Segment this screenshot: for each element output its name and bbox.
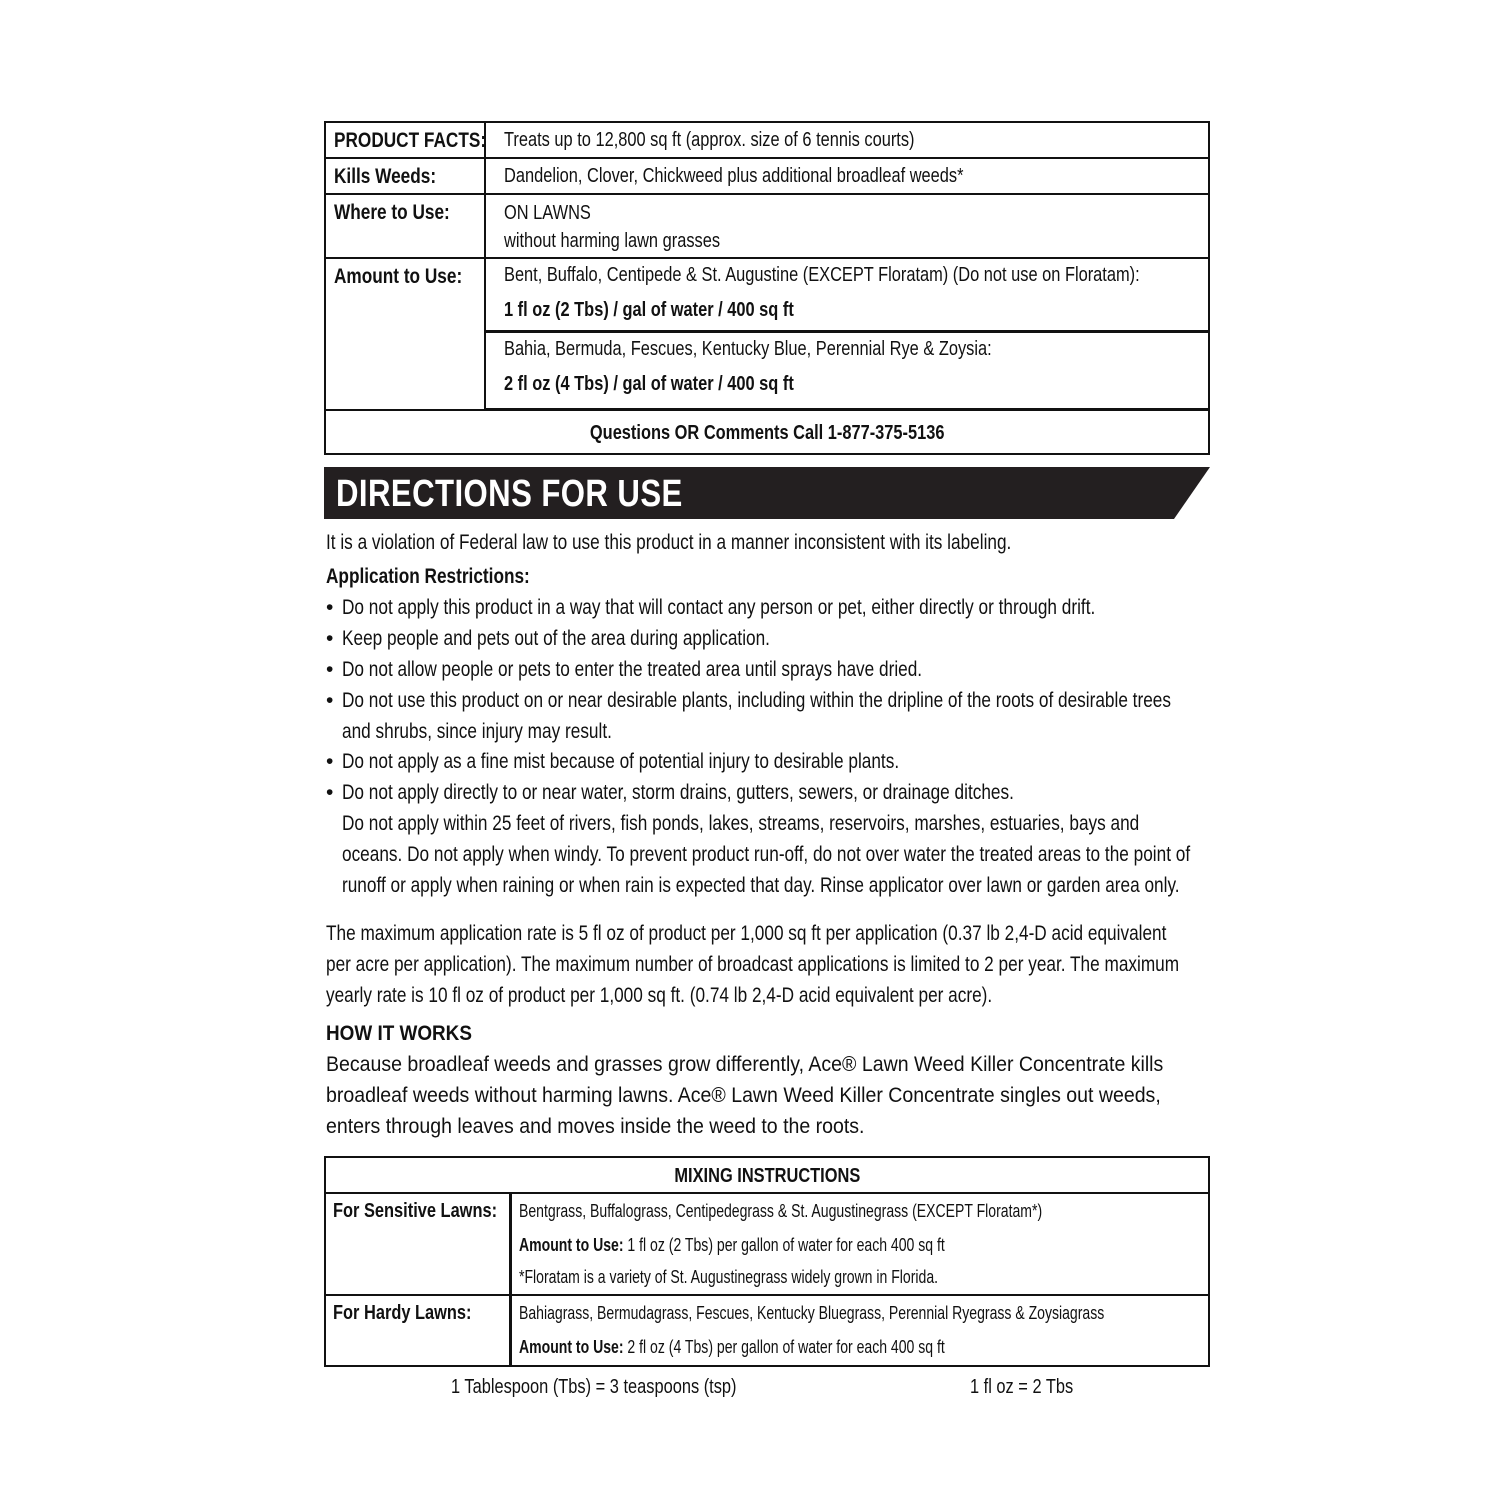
max-rate-line: yearly rate is 10 fl oz of product per 1,000 sq ft. (0.74 lb 2,4-D acid equivalent per acre). xyxy=(326,984,993,1007)
facts-amount-sensitive: Bent, Buffalo, Centipede & St. Augustine (EXCEPT Floratam) (Do not use on Floratam): 1 fl oz (2 Tbs) / gal of water / 400 sq ft xyxy=(486,259,1208,333)
mixing-label-sensitive: For Sensitive Lawns: xyxy=(326,1194,512,1294)
sensitive-grasses: Bentgrass, Buffalograss, Centipedegrass & St. Augustinegrass (EXCEPT Floratam*) xyxy=(519,1201,1043,1221)
tablespoon-conversion: 1 Tablespoon (Tbs) = 3 teaspoons (tsp) xyxy=(451,1376,737,1398)
floratam-note: *Floratam is a variety of St. Augustinegrass widely grown in Florida. xyxy=(519,1267,939,1287)
facts-value-kills: Dandelion, Clover, Chickweed plus additional broadleaf weeds* xyxy=(504,165,964,187)
mixing-instructions-table xyxy=(324,1156,1210,1367)
facts-value-product: Treats up to 12,800 sq ft (approx. size of 6 tennis courts) xyxy=(504,129,915,151)
how-it-works-line: enters through leaves and moves inside the weed to the roots. xyxy=(326,1115,865,1138)
facts-label-product: PRODUCT FACTS: xyxy=(326,123,486,157)
questions-contact: Questions OR Comments Call 1-877-375-5136 xyxy=(589,422,945,444)
facts-row-product xyxy=(326,123,1208,159)
directions-banner xyxy=(324,467,1210,519)
max-rate-line: The maximum application rate is 5 fl oz of product per 1,000 sq ft per application (0.37 lb 2,4-D acid equivalent xyxy=(326,922,1167,945)
how-it-works-heading: HOW IT WORKS xyxy=(326,1022,472,1045)
directions-heading: DIRECTIONS FOR USE xyxy=(336,473,683,515)
violation-statement: It is a violation of Federal law to use this product in a manner inconsistent with its labeling. xyxy=(326,531,1012,554)
max-rate-line: per acre per application). The maximum number of broadcast applications is limited to 2 per year. The maximum xyxy=(326,953,1180,976)
mixing-label-hardy: For Hardy Lawns: xyxy=(326,1296,512,1367)
sensitive-amount: Amount to Use: 1 fl oz (2 Tbs) per gallon of water for each 400 sq ft xyxy=(519,1235,945,1255)
mixing-row-hardy xyxy=(326,1296,1208,1367)
floz-conversion: 1 fl oz = 2 Tbs xyxy=(970,1376,1074,1398)
restrictions-heading: Application Restrictions: xyxy=(326,565,530,588)
mixing-heading: MIXING INSTRUCTIONS xyxy=(326,1158,1208,1194)
facts-label-where: Where to Use: xyxy=(326,195,486,257)
facts-row-kills xyxy=(326,159,1208,195)
facts-row-where xyxy=(326,195,1208,259)
facts-amount-hardy: Bahia, Bermuda, Fescues, Kentucky Blue, Perennial Rye & Zoysia: 2 fl oz (4 Tbs) / gal of water / 400 sq ft xyxy=(486,333,1208,411)
hardy-grasses: Bahiagrass, Bermudagrass, Fescues, Kentucky Bluegrass, Perennial Ryegrass & Zoysiagrass xyxy=(519,1303,1105,1323)
product-facts-table xyxy=(324,121,1210,455)
hardy-amount: Amount to Use: 2 fl oz (4 Tbs) per gallon of water for each 400 sq ft xyxy=(519,1337,945,1357)
mixing-row-sensitive xyxy=(326,1194,1208,1296)
how-it-works-line: Because broadleaf weeds and grasses grow differently, Ace® Lawn Weed Killer Concentrate kills xyxy=(326,1053,1164,1076)
facts-label-kills: Kills Weeds: xyxy=(326,159,486,193)
facts-label-amount: Amount to Use: xyxy=(326,259,486,411)
facts-value-where: ON LAWNS without harming lawn grasses xyxy=(504,202,721,252)
how-it-works-line: broadleaf weeds without harming lawns. Ace® Lawn Weed Killer Concentrate singles out weeds, xyxy=(326,1084,1161,1107)
